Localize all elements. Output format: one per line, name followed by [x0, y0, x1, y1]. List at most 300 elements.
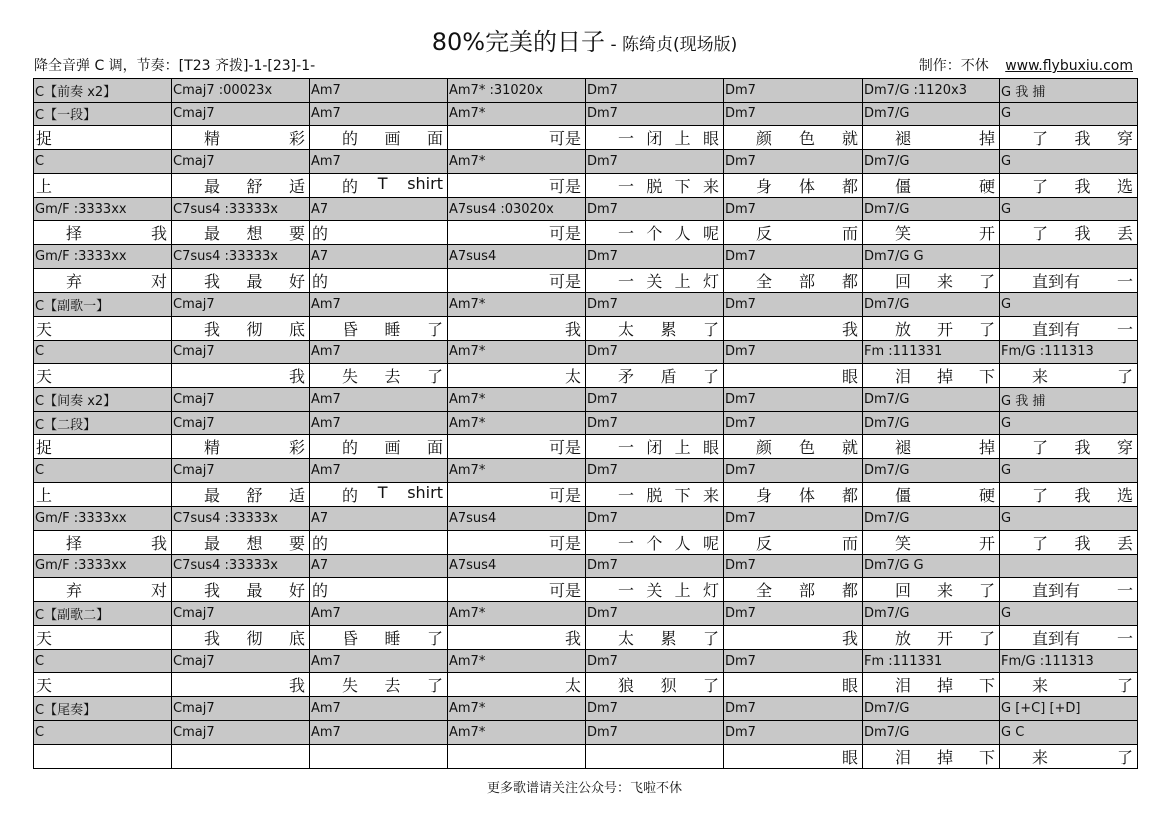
lyric-text: 一 闭 上 眼 [618, 129, 719, 149]
lyric-cell [448, 744, 586, 768]
chord-cell [34, 340, 172, 364]
lyric-text: 上 [36, 485, 53, 505]
lyric-text: 天 [36, 367, 53, 387]
chord-cell [586, 459, 724, 483]
chord-row [34, 79, 1138, 103]
chord-text: Dm7 [725, 106, 756, 122]
lyric-cell [310, 268, 448, 292]
lyric-text: 我 最 好 [204, 271, 305, 291]
chord-row [34, 340, 1138, 364]
chord-text: G 我 捕 [1001, 84, 1046, 100]
chord-cell [34, 602, 172, 626]
chord-text: Dm7 [587, 391, 618, 407]
chord-cell [724, 388, 863, 412]
lyric-text: 一 闭 上 眼 [618, 438, 719, 458]
lyric-cell [724, 364, 863, 388]
lyric-text: 僵 硬 [895, 485, 995, 505]
chord-text: C [35, 463, 45, 479]
chord-text: Dm7/G [864, 296, 910, 312]
chord-text: Dm7/G [864, 724, 910, 740]
lyric-cell [172, 744, 310, 768]
chord-text: Cmaj7 [173, 344, 215, 360]
lyric-text: 天 [36, 628, 53, 648]
lyric-cell [34, 268, 172, 292]
lyric-cell [724, 173, 863, 197]
lyric-cell [448, 482, 586, 506]
chord-cell [1000, 197, 1138, 221]
lyric-text: 直到有 一 [1032, 271, 1133, 291]
lyric-text: 一 个 人 呢 [618, 533, 719, 553]
lyric-text: 我 [288, 367, 305, 387]
lyric-cell [448, 530, 586, 554]
chord-cell [1000, 411, 1138, 435]
chord-text: G [1001, 153, 1012, 169]
lyric-text: 反 而 [756, 533, 858, 553]
chord-text: Dm7 [587, 415, 618, 431]
lyric-text: 太 累 了 [618, 628, 719, 648]
lyric-text: 矛 盾 了 [618, 367, 719, 387]
lyric-text: 狼 狈 了 [618, 676, 719, 696]
lyric-text: 眼 [841, 676, 858, 696]
chord-cell [863, 459, 1000, 483]
chord-row [34, 388, 1138, 412]
chord-row [34, 697, 1138, 721]
lyric-text: 可是 [548, 129, 581, 149]
chord-cell [172, 411, 310, 435]
chord-cell [863, 411, 1000, 435]
chord-text: Dm7 [587, 653, 618, 669]
lyric-cell [724, 578, 863, 602]
chord-cell [448, 720, 586, 744]
lyric-text: 我 [841, 319, 858, 339]
lyric-cell [172, 482, 310, 506]
lyric-cell [448, 126, 586, 150]
chord-cell [448, 245, 586, 269]
chord-text: Dm7 [587, 153, 618, 169]
lyric-text: 僵 硬 [895, 176, 995, 196]
lyric-text: 来 了 [1032, 367, 1133, 387]
chord-text: Cmaj7 [173, 391, 215, 407]
chord-cell [448, 102, 586, 126]
chord-cell [586, 411, 724, 435]
lyric-text: 昏 睡 了 [342, 319, 443, 339]
chord-text: Am7* [449, 106, 486, 122]
lyric-cell [863, 744, 1000, 768]
lyric-row [34, 221, 1138, 245]
chord-text: Cmaj7 [173, 701, 215, 717]
chord-cell [863, 340, 1000, 364]
chord-cell [724, 102, 863, 126]
lyric-text: 我 彻 底 [204, 628, 305, 648]
lyric-text: 了 我 穿 [1032, 438, 1133, 458]
chord-cell [863, 602, 1000, 626]
chord-text: Cmaj7 [173, 296, 215, 312]
lyric-text: 太 [564, 676, 581, 696]
lyric-cell [724, 316, 863, 340]
chord-cell [172, 649, 310, 673]
lyric-text: 的 [312, 581, 329, 601]
chord-text: Am7 [311, 463, 341, 479]
chord-text: Dm7/G [864, 391, 910, 407]
chord-text: Dm7 [587, 106, 618, 122]
chord-text: C [35, 724, 45, 740]
lyric-cell [586, 435, 724, 459]
lyric-cell [310, 625, 448, 649]
lyric-cell [172, 578, 310, 602]
lyric-cell [1000, 673, 1138, 697]
chord-text: Cmaj7 [173, 415, 215, 431]
lyric-cell [448, 625, 586, 649]
chord-text: Am7* [449, 296, 486, 312]
chord-text: Dm7 [587, 724, 618, 740]
chord-cell [586, 506, 724, 530]
lyric-cell [448, 364, 586, 388]
chord-cell [863, 292, 1000, 316]
chord-text: C [35, 653, 45, 669]
author-label: 制作：不休 [918, 58, 989, 74]
chord-text: Dm7 [725, 558, 756, 574]
chord-cell [863, 102, 1000, 126]
chord-text: Am7* [449, 344, 486, 360]
chord-text: Dm7 [725, 724, 756, 740]
lyric-cell [586, 173, 724, 197]
chord-text: Dm7/G [864, 201, 910, 217]
chord-cell [34, 411, 172, 435]
chord-text: Cmaj7 [173, 106, 215, 122]
chord-text: Dm7 [725, 296, 756, 312]
lyric-cell [34, 126, 172, 150]
chord-text: Dm7/G G [864, 249, 924, 265]
chord-text: A7sus4 :03020x [449, 201, 554, 217]
chord-cell [34, 150, 172, 174]
chord-text: Dm7 [587, 249, 618, 265]
lyric-text: 我 [841, 628, 858, 648]
chord-cell [586, 292, 724, 316]
chord-row [34, 292, 1138, 316]
chord-cell [310, 649, 448, 673]
lyric-text: 眼 [841, 367, 858, 387]
chord-cell [172, 102, 310, 126]
lyric-cell [863, 268, 1000, 292]
chord-text: C7sus4 :33333x [173, 201, 278, 217]
chord-cell [586, 602, 724, 626]
chord-text: Am7* [449, 701, 486, 717]
lyric-cell [863, 221, 1000, 245]
chord-text: Cmaj7 [173, 153, 215, 169]
lyric-text: 弃 对 [66, 581, 167, 601]
chord-cell [310, 459, 448, 483]
lyric-text: 一 脱 下 来 [618, 485, 719, 505]
chord-cell [586, 697, 724, 721]
chord-cell [172, 554, 310, 578]
chord-cell [34, 554, 172, 578]
lyric-text: 可是 [548, 485, 581, 505]
chord-text: C【副歌一】 [35, 298, 110, 314]
chord-cell [448, 292, 586, 316]
chord-text: Dm7/G [864, 153, 910, 169]
lyric-cell [172, 316, 310, 340]
chord-cell [1000, 245, 1138, 269]
chord-cell [724, 649, 863, 673]
lyric-cell [34, 364, 172, 388]
chord-text: Dm7/G [864, 415, 910, 431]
credits [919, 55, 1133, 75]
lyric-cell [1000, 173, 1138, 197]
lyric-cell [34, 316, 172, 340]
lyric-cell [586, 221, 724, 245]
chord-text: C【尾奏】 [35, 703, 97, 719]
lyric-row [34, 316, 1138, 340]
lyric-cell [172, 126, 310, 150]
chord-text: C【副歌二】 [35, 607, 110, 623]
lyric-row [34, 530, 1138, 554]
lyric-row [34, 578, 1138, 602]
lyric-cell [310, 673, 448, 697]
chord-cell [34, 197, 172, 221]
chord-cell [448, 602, 586, 626]
chord-text: Dm7 [725, 153, 756, 169]
lyric-text: 失 去 了 [342, 676, 443, 696]
chord-cell [1000, 554, 1138, 578]
chord-cell [724, 697, 863, 721]
chord-text: Am7 [311, 344, 341, 360]
chord-row [34, 602, 1138, 626]
chord-text: Dm7 [725, 82, 756, 98]
lyric-cell [34, 578, 172, 602]
chord-cell [310, 79, 448, 103]
lyric-cell [34, 173, 172, 197]
lyric-text: 精 彩 [204, 438, 305, 458]
chord-cell [172, 602, 310, 626]
chord-row [34, 554, 1138, 578]
lyric-text: 颜 色 就 [756, 438, 858, 458]
chord-cell [310, 697, 448, 721]
lyric-cell [310, 221, 448, 245]
chord-cell [34, 506, 172, 530]
lyric-cell [1000, 578, 1138, 602]
chord-text: C7sus4 :33333x [173, 249, 278, 265]
lyric-text: 了 我 穿 [1032, 129, 1133, 149]
website-link[interactable]: www.flybuxiu.com [1005, 58, 1133, 74]
chord-text: Dm7/G G [864, 558, 924, 574]
chord-text: Dm7 [587, 701, 618, 717]
lyric-cell [724, 744, 863, 768]
lyric-cell [1000, 221, 1138, 245]
chord-cell [1000, 697, 1138, 721]
lyric-cell [172, 625, 310, 649]
lyric-text: 笑 开 [895, 224, 995, 244]
lyric-text: 回 来 了 [895, 271, 995, 291]
chord-cell [863, 554, 1000, 578]
chord-cell [1000, 79, 1138, 103]
chord-cell [448, 79, 586, 103]
chord-text: Dm7/G [864, 510, 910, 526]
lyric-text: 我 [564, 628, 581, 648]
chord-text: Fm :111331 [864, 653, 943, 669]
chord-text: C7sus4 :33333x [173, 510, 278, 526]
lyric-cell [1000, 364, 1138, 388]
chord-cell [1000, 602, 1138, 626]
chord-text: C【二段】 [35, 417, 97, 433]
chord-text: Am7 [311, 391, 341, 407]
chord-cell [172, 245, 310, 269]
chord-cell [310, 102, 448, 126]
lyric-cell [863, 482, 1000, 506]
chord-text: Dm7 [725, 249, 756, 265]
lyric-row [34, 744, 1138, 768]
chord-text: A7sus4 [449, 249, 497, 265]
chord-cell [448, 459, 586, 483]
chord-text: G [1001, 415, 1012, 431]
lyric-cell [724, 268, 863, 292]
lyric-cell [724, 435, 863, 459]
lyric-text: 了 我 丢 [1032, 224, 1133, 244]
lyric-cell [863, 578, 1000, 602]
lyric-cell [724, 482, 863, 506]
chord-cell [448, 150, 586, 174]
lyric-text: 可是 [548, 438, 581, 458]
chord-cell [863, 197, 1000, 221]
lyric-text: 身 体 都 [756, 176, 858, 196]
chord-text: Dm7/G [864, 605, 910, 621]
lyric-cell [172, 435, 310, 459]
lyric-cell [448, 268, 586, 292]
lyric-row [34, 673, 1138, 697]
chord-cell [724, 459, 863, 483]
lyric-text: 了 我 丢 [1032, 533, 1133, 553]
chord-text: Gm/F :3333xx [35, 249, 127, 265]
chord-cell [310, 720, 448, 744]
chord-cell [172, 292, 310, 316]
lyric-cell [724, 126, 863, 150]
chord-cell [863, 150, 1000, 174]
lyric-cell [310, 435, 448, 459]
chord-cell [310, 506, 448, 530]
lyric-text: 放 开 了 [895, 628, 995, 648]
lyric-cell [586, 744, 724, 768]
lyric-text: 可是 [548, 581, 581, 601]
lyric-text: 了 我 选 [1032, 176, 1133, 196]
chord-text: Dm7/G :1120x3 [864, 82, 967, 98]
chord-cell [586, 554, 724, 578]
chord-text: Dm7 [725, 344, 756, 360]
lyric-row [34, 482, 1138, 506]
chord-text: Am7* [449, 391, 486, 407]
chord-text: Fm/G :111313 [1001, 344, 1094, 360]
lyric-cell [863, 364, 1000, 388]
lyric-text: 的 画 面 [342, 438, 443, 458]
lyric-text: 择 我 [66, 533, 167, 553]
chord-cell [310, 388, 448, 412]
chord-cell [724, 554, 863, 578]
chord-text: G [+C] [+D] [1001, 701, 1081, 717]
lyric-text: 昏 睡 了 [342, 628, 443, 648]
lyric-text: 直到有 一 [1032, 319, 1133, 339]
lyric-cell [1000, 625, 1138, 649]
chord-text: Dm7/G [864, 463, 910, 479]
chord-cell [448, 649, 586, 673]
chord-cell [1000, 649, 1138, 673]
chord-text: Am7* [449, 724, 486, 740]
chord-cell [34, 245, 172, 269]
chord-cell [724, 292, 863, 316]
chord-row [34, 102, 1138, 126]
lyric-cell [586, 482, 724, 506]
chord-text: Dm7 [725, 463, 756, 479]
lyric-cell [586, 530, 724, 554]
lyric-text: 的 画 面 [342, 129, 443, 149]
lyric-text: 泪 掉 下 [895, 747, 995, 767]
chord-text: Dm7 [587, 344, 618, 360]
chord-text: Gm/F :3333xx [35, 510, 127, 526]
lyric-text: 可是 [548, 224, 581, 244]
lyric-cell [1000, 482, 1138, 506]
lyric-cell [586, 578, 724, 602]
chord-text: Cmaj7 [173, 724, 215, 740]
lyric-cell [172, 221, 310, 245]
chord-cell [863, 388, 1000, 412]
lyric-cell [448, 435, 586, 459]
lyric-text: 天 [36, 319, 53, 339]
lyric-text: 笑 开 [895, 533, 995, 553]
lyric-text: 全 部 都 [756, 581, 858, 601]
lyric-cell [724, 530, 863, 554]
lyric-text: 眼 [841, 747, 858, 767]
chord-text: Dm7 [725, 605, 756, 621]
lyric-text: 太 [564, 367, 581, 387]
chord-cell [310, 292, 448, 316]
chord-cell [310, 554, 448, 578]
chord-text: Dm7 [587, 82, 618, 98]
lyric-cell [34, 744, 172, 768]
chord-text: Am7* [449, 653, 486, 669]
chord-text: Dm7/G [864, 701, 910, 717]
chord-cell [863, 720, 1000, 744]
chord-text: Dm7 [587, 201, 618, 217]
lyric-cell [34, 482, 172, 506]
chord-text: Am7 [311, 415, 341, 431]
lyric-text: 我 彻 底 [204, 319, 305, 339]
lyric-text: 的 [312, 271, 329, 291]
chord-row [34, 649, 1138, 673]
chord-text: Am7 [311, 106, 341, 122]
lyric-cell [448, 316, 586, 340]
chord-text: Cmaj7 [173, 463, 215, 479]
chord-text: Dm7/G [864, 106, 910, 122]
chord-cell [310, 602, 448, 626]
chord-cell [724, 411, 863, 435]
chord-text: Am7 [311, 153, 341, 169]
chord-text: G [1001, 106, 1012, 122]
lyric-row [34, 268, 1138, 292]
lyric-text: 可是 [548, 176, 581, 196]
lyric-text: 放 开 了 [895, 319, 995, 339]
chord-cell [448, 388, 586, 412]
chord-cell [1000, 506, 1138, 530]
chord-cell [448, 697, 586, 721]
lyric-cell [34, 221, 172, 245]
chord-text: C [35, 344, 45, 360]
lyric-text: 了 我 选 [1032, 485, 1133, 505]
chord-cell [724, 79, 863, 103]
lyric-text: 褪 掉 [895, 129, 995, 149]
lyric-cell [1000, 435, 1138, 459]
chord-cell [172, 506, 310, 530]
lyric-text: 泪 掉 下 [895, 676, 995, 696]
chord-text: C7sus4 :33333x [173, 558, 278, 574]
chord-text: Dm7 [587, 558, 618, 574]
chord-row [34, 245, 1138, 269]
